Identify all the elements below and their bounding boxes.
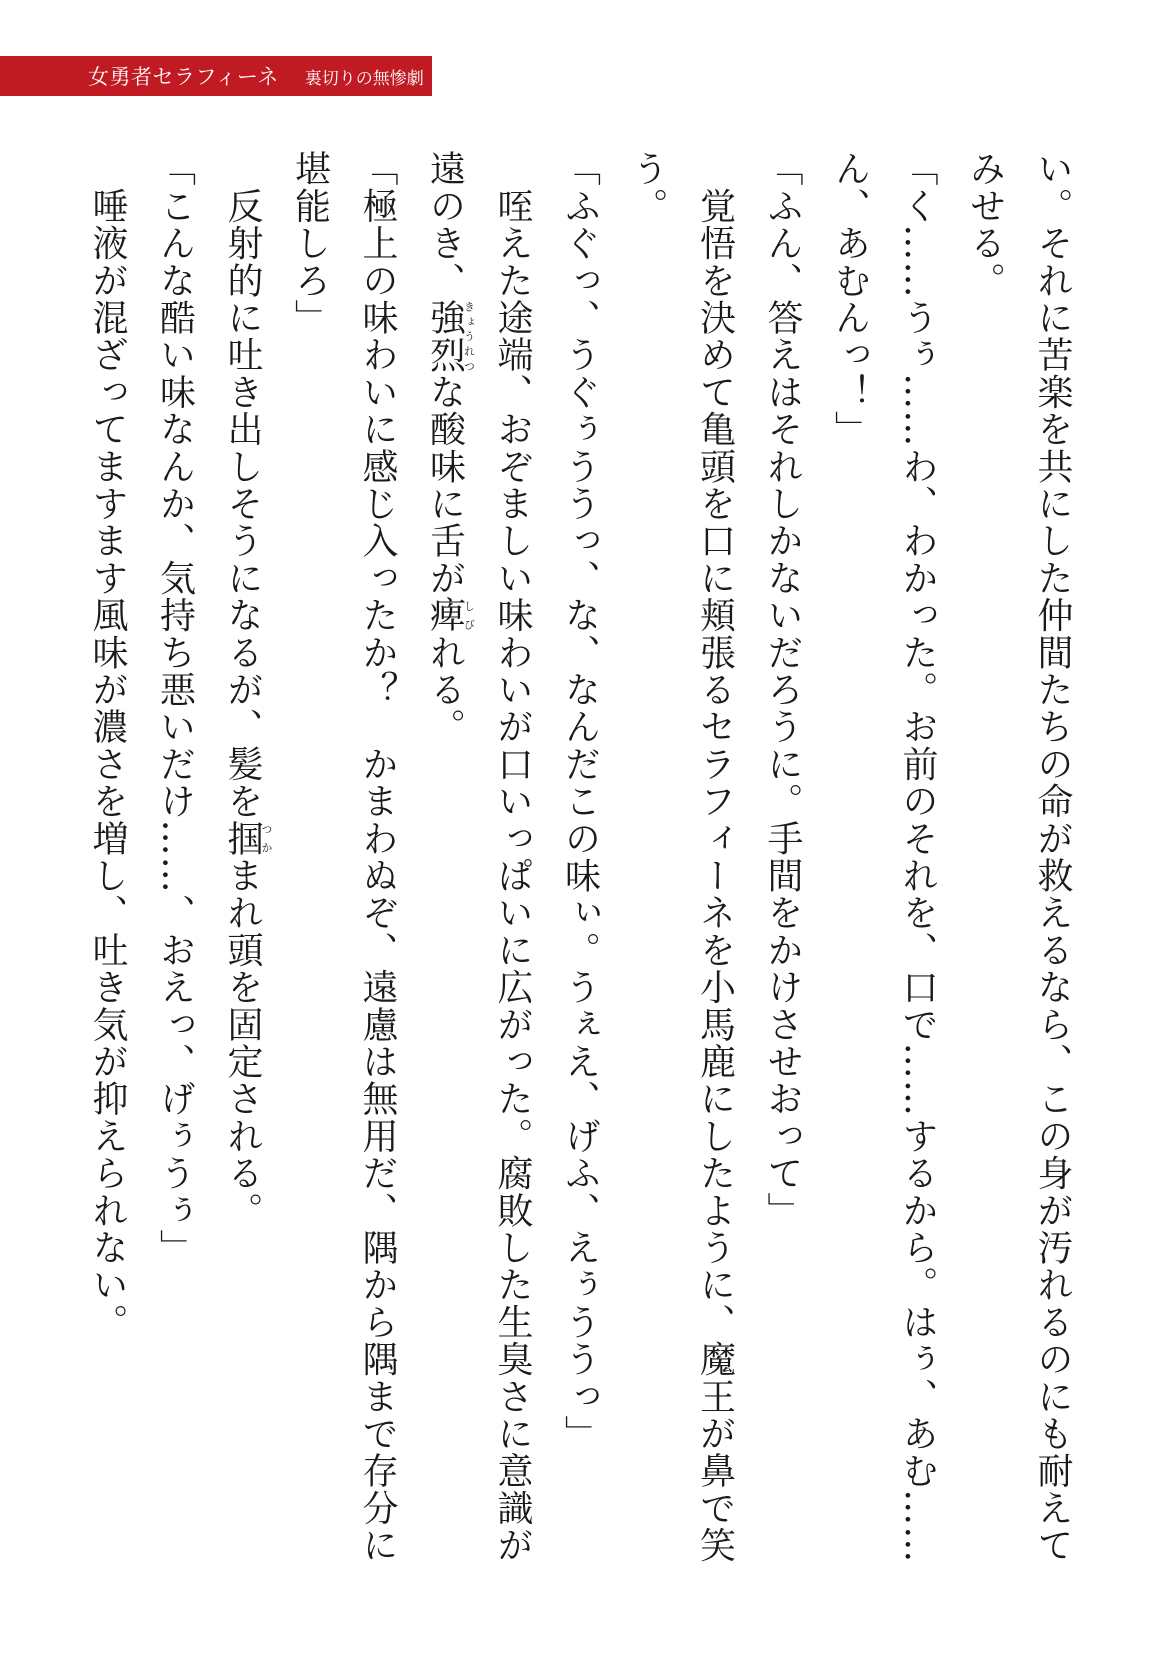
text-segment: 唾液が混ざってますます風味が濃さを増し、吐き気が抑えられない。 [87,150,128,1341]
paragraph [749,150,817,1580]
paragraph [951,150,1086,1580]
text-segment: 反射的に吐き出しそうになるが、髪を [222,150,263,820]
paragraph [411,150,546,1580]
text-segment: まれ頭を固定される。 [222,856,263,1229]
ruby-reading: きょうれつ [462,298,476,374]
chapter-title: 裏切りの無惨劇 [304,68,424,89]
ruby-annotation [424,298,476,374]
vertical-text-body [76,150,1086,1580]
ruby-base: 痺 [424,596,466,634]
text-segment: い。それに苦楽を共にした仲間たちの命が救えるなら、この身が汚れるのにも耐えてみせる。 [964,150,1073,1564]
paragraph [141,150,209,1580]
ruby-reading: しび [462,596,476,634]
ruby-annotation [222,819,273,857]
ruby-base: 掴 [222,819,263,857]
paragraph [276,150,411,1580]
text-segment: 「ふぐっ、うぐぅううっ、な、なんだこの味ぃ。うぇえ、げふ、えぅううっ」 [559,150,601,1452]
paragraph [816,150,951,1580]
paragraph [614,150,749,1580]
header-bar [0,56,432,96]
paragraph [546,150,614,1580]
text-segment: 「ふん、答えはそれしかないだろうに。手間をかけさせおって」 [762,150,803,1229]
text-segment: 覚悟を決めて亀頭を口に頬張るセラフィーネを小馬鹿にしたように、魔王が鼻で笑う。 [627,150,736,1564]
text-segment: 「こんな酷い味なんか、気持ち悪いだけ……、おえっ、げぅうぅ」 [154,150,196,1266]
paragraph [209,150,277,1580]
text-segment: 「極上の味わいに感じ入ったか？ かまわぬぞ、遠慮は無用だ、隅から隅まで存分に堪能しろ」 [289,150,398,1564]
text-segment: 咥えた途端、おぞましい味わいが口いっぱいに広がった。腐敗した生臭さに意識が遠のき、 [424,150,533,1564]
ruby-reading: つか [260,819,273,857]
ruby-base: 強烈 [424,298,466,374]
ruby-annotation [424,596,476,634]
text-segment: れる。 [424,633,466,746]
text-segment: な酸味に舌が [424,373,466,597]
text-segment: 「く……うぅ……わ、わかった。お前のそれを、口で……するから。はぅ、あむ……ん、あむんっ！」 [829,150,938,1564]
paragraph [76,150,141,1580]
book-title: 女勇者セラフィーネ [88,65,279,89]
